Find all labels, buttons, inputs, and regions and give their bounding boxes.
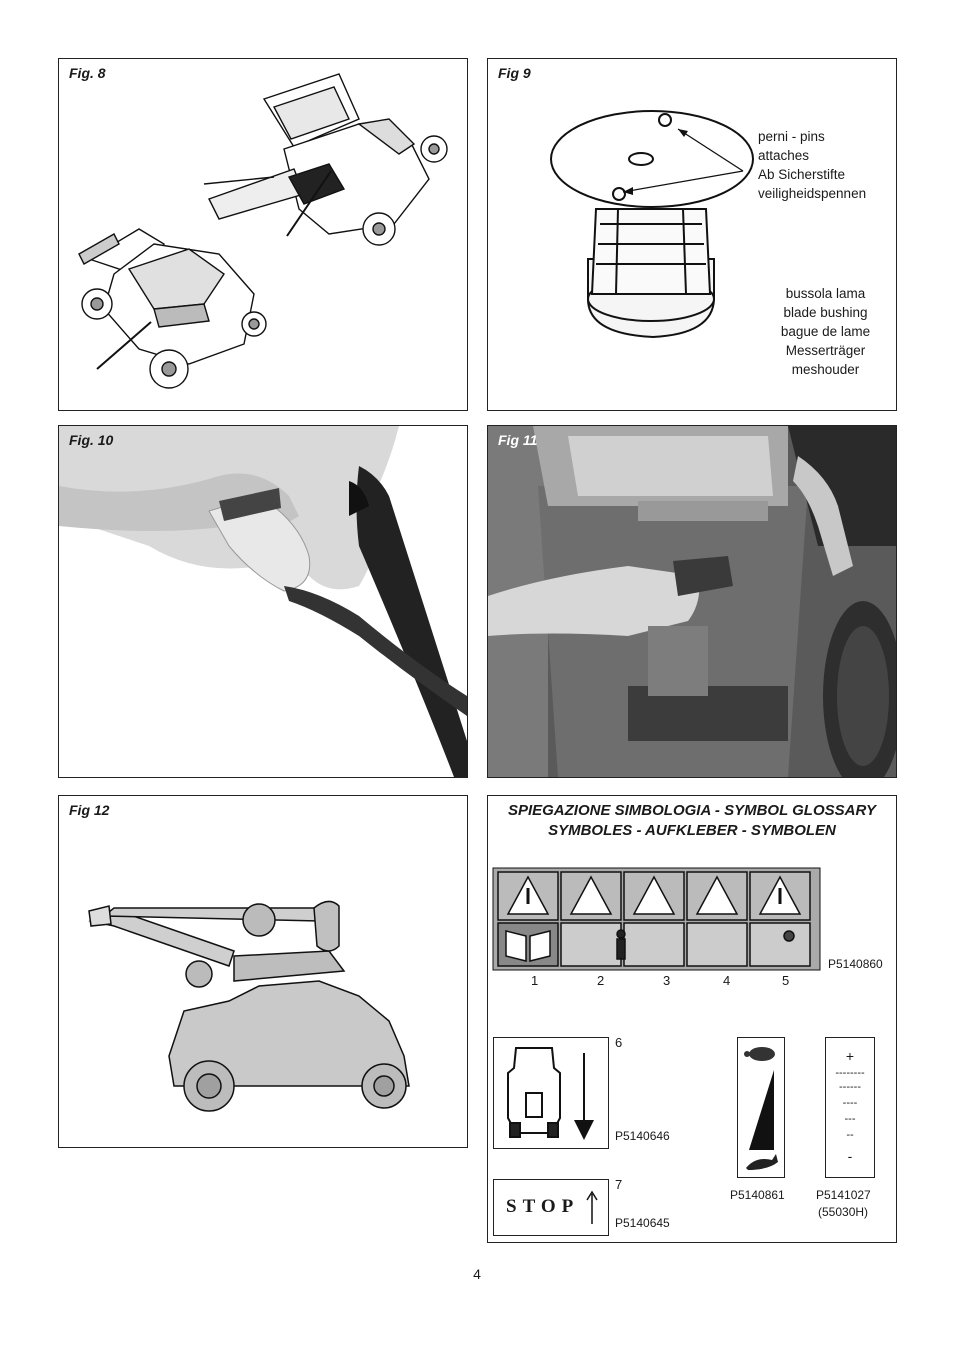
stop-text: STOP [506, 1196, 580, 1217]
height-dash-line: ------ [839, 1081, 861, 1093]
item6-number: 6 [615, 1035, 623, 1050]
pins-caption-line: attaches [758, 148, 810, 163]
item7-code: P5140645 [615, 1216, 670, 1230]
item7-number: 7 [615, 1177, 623, 1192]
mower-arrow-icon [494, 1038, 608, 1148]
height-plus: + [845, 1048, 855, 1064]
tortoise-hare-icon [738, 1038, 784, 1177]
pins-caption-line: veiligheidspennen [758, 186, 867, 201]
item6-code: P5140646 [615, 1129, 670, 1143]
mower-direction-decal [493, 1037, 609, 1149]
cutting-height-decal [825, 1037, 875, 1178]
fig8-label: Fig. 8 [69, 65, 106, 81]
page-number: 4 [473, 1266, 481, 1282]
pins-caption-line: perni - pins [758, 129, 825, 144]
fig11-panel [487, 425, 897, 778]
fig8-mower-illustration [59, 59, 467, 410]
bushing-caption-line: bague de lame [780, 324, 871, 339]
pins-caption [758, 127, 898, 203]
fig9-panel [487, 58, 897, 411]
fig10-panel [58, 425, 468, 778]
decal-code: P5140860 [828, 957, 883, 971]
decal-number-1: 1 [531, 973, 539, 988]
fig10-label: Fig. 10 [69, 432, 114, 448]
fig9-label: Fig 9 [498, 65, 531, 81]
bushing-caption-line: Messerträger [785, 343, 866, 358]
glossary-title-line2: SYMBOLES - AUFKLEBER - SYMBOLEN [548, 822, 836, 839]
height-dash-line: --- [844, 1113, 856, 1125]
stop-decal [493, 1179, 609, 1236]
warning-triangle-icons [498, 872, 810, 966]
fig12-label: Fig 12 [69, 802, 110, 818]
speed-decal [737, 1037, 785, 1178]
decal-number-5: 5 [782, 973, 790, 988]
height-dash-line: -- [846, 1129, 854, 1141]
up-arrow-icon [494, 1180, 608, 1235]
decal-number-3: 3 [663, 973, 671, 988]
height-code: P5141027 [816, 1188, 871, 1202]
fig11-label: Fig 11 [498, 432, 538, 448]
bushing-caption-line: meshouder [791, 362, 860, 377]
speed-code: P5140861 [730, 1188, 785, 1202]
bushing-caption-line: blade bushing [783, 305, 868, 320]
pins-caption-line: Ab Sicherstifte [758, 167, 846, 182]
decal-number-4: 4 [723, 973, 731, 988]
height-code-sub: (55030H) [818, 1205, 869, 1219]
glossary-title-line1: SPIEGAZIONE SIMBOLOGIA - SYMBOL GLOSSARY [507, 802, 877, 819]
decal-number-2: 2 [597, 973, 605, 988]
symbol-glossary-panel [487, 795, 897, 1243]
height-minus: - [847, 1148, 853, 1164]
bushing-caption-line: bussola lama [785, 286, 866, 301]
mower-hand-photo [488, 426, 896, 777]
fig12-panel [58, 795, 468, 1148]
fig8-panel [58, 58, 468, 411]
bushing-caption [748, 284, 903, 379]
hand-lever-photo [59, 426, 467, 777]
height-dash-line: ---- [842, 1097, 858, 1109]
height-dash-line: -------- [835, 1067, 865, 1079]
mower-side-view-illustration [59, 796, 467, 1147]
